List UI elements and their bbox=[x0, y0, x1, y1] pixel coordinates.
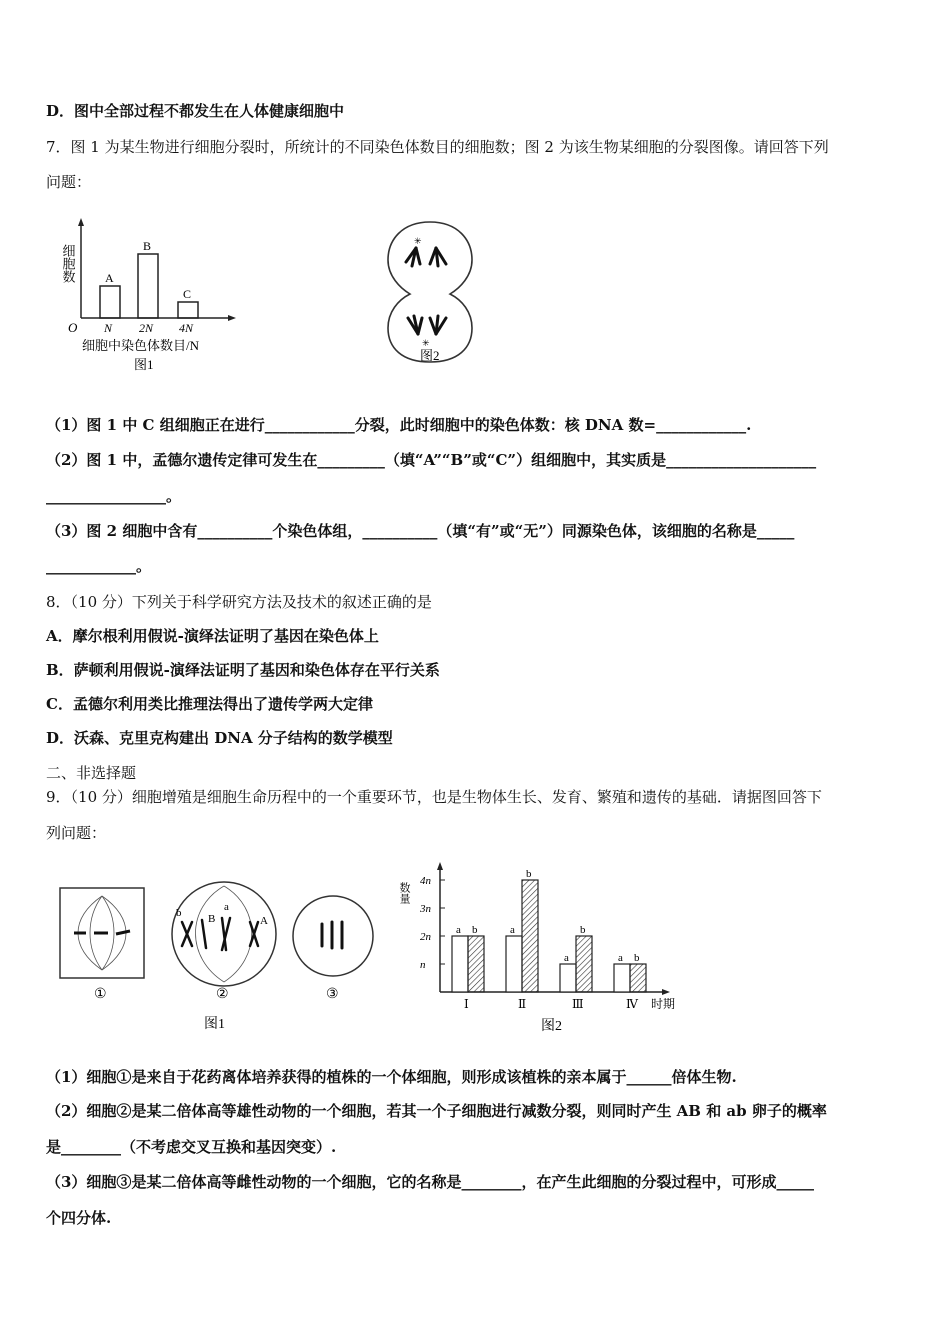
q9-bar-a-label-3: a bbox=[564, 952, 569, 964]
fig1-bar-label-C: C bbox=[183, 287, 192, 301]
option-d-previous: D．图中全部过程不都发生在人体健康细胞中 bbox=[46, 102, 345, 120]
question-7-part-3-cont: ____________。 bbox=[46, 557, 152, 575]
fig1-tick-4N: 4N bbox=[179, 321, 194, 335]
q9-chart-x-arrow bbox=[662, 989, 670, 995]
q9-fig2-chart bbox=[396, 860, 696, 1040]
fig2-bottom-chromosomes bbox=[408, 316, 446, 334]
question-8-option-d: D．沃森、克里克构建出 DNA 分子结构的数学模型 bbox=[46, 729, 393, 747]
question-9-part-3: （3）细胞③是某二倍体高等雌性动物的一个细胞，它的名称是________，在产生此细胞的分裂过程中，可形成_____ bbox=[46, 1173, 814, 1191]
cell-2-chromosomes bbox=[182, 918, 258, 950]
q9-period-1: Ⅰ bbox=[464, 997, 469, 1011]
question-8-stem: 8．（10 分）下列关于科学研究方法及技术的叙述正确的是 bbox=[46, 593, 432, 611]
gene-label-a: a bbox=[224, 901, 229, 913]
question-7-part-2: （2）图 1 中，孟德尔遗传定律可发生在_________（填“A”“B”或“C”）组细胞中，其实质是____________________ bbox=[46, 451, 817, 469]
fig2-centriole-top: ✳ bbox=[414, 236, 422, 246]
question-9-part-2: （2）细胞②是某二倍体高等雄性动物的一个细胞，若其一个子细胞进行减数分裂，则同时产生 AB 和 ab 卵子的概率 bbox=[46, 1102, 827, 1120]
q9-bar-a-3 bbox=[560, 964, 576, 992]
fig1-bar-chart bbox=[54, 214, 244, 384]
fig1-bar-A bbox=[100, 286, 120, 318]
fig2-cell-diagram bbox=[380, 214, 480, 374]
question-9-part-1: （1）细胞①是来自于花药离体培养获得的植株的一个体细胞，则形成该植株的亲本属于______倍体生物. bbox=[46, 1068, 737, 1086]
q9-chart-xlabel: 时期 bbox=[651, 997, 676, 1011]
cell-1-label: ① bbox=[94, 987, 107, 1002]
fig1-bar-C bbox=[178, 302, 198, 318]
q9-bar-b-label-2: b bbox=[526, 868, 532, 880]
q9-bar-a-4 bbox=[614, 964, 630, 992]
fig1-bar-label-B: B bbox=[143, 239, 152, 253]
q9-fig2-caption: 图2 bbox=[541, 1019, 562, 1034]
fig2-caption: 图2 bbox=[420, 348, 440, 363]
question-9-stem: 9．（10 分）细胞增殖是细胞生命历程中的一个重要环节，也是生物体生长、发育、繁殖和遗传的基础．请据图回答下 bbox=[46, 788, 822, 806]
q9-bar-a-1 bbox=[452, 936, 468, 992]
question-7-part-2-cont: ________________。 bbox=[46, 487, 182, 505]
gene-label-b: b bbox=[176, 907, 182, 919]
fig1-origin: O bbox=[68, 320, 78, 335]
fig1-bar-B bbox=[138, 254, 158, 318]
question-7-stem-cont: 问题： bbox=[46, 173, 92, 191]
fig1-bar-label-A: A bbox=[105, 271, 114, 285]
q9-bar-b-label-1: b bbox=[472, 924, 478, 936]
q9-bar-b-label-4: b bbox=[634, 952, 640, 964]
gene-label-A: A bbox=[260, 915, 268, 927]
question-9-stem-cont: 列问题： bbox=[46, 824, 107, 842]
question-8-option-b: B．萨顿利用假说-演绎法证明了基因和染色体存在平行关系 bbox=[46, 661, 440, 679]
q9-fig1-caption: 图1 bbox=[204, 1017, 225, 1032]
q9-bar-b-4 bbox=[630, 964, 646, 992]
q9-bar-a-2 bbox=[506, 936, 522, 992]
question-8-option-c: C．孟德尔利用类比推理法得出了遗传学两大定律 bbox=[46, 695, 373, 713]
fig2-centriole-bottom: ✳ bbox=[422, 338, 430, 348]
q9-ytick-label-3: 3n bbox=[420, 903, 431, 915]
q9-period-4: Ⅳ bbox=[626, 997, 638, 1011]
cell-2-label: ② bbox=[216, 987, 229, 1002]
section-2-heading: 二、非选择题 bbox=[46, 764, 137, 782]
gene-label-B: B bbox=[208, 913, 216, 925]
q9-bar-a-label-1: a bbox=[456, 924, 461, 936]
fig1-tick-N: N bbox=[104, 321, 113, 335]
cell-1-chromosomes bbox=[74, 931, 130, 934]
question-7-stem: 7．图 1 为某生物进行细胞分裂时，所统计的不同染色体数目的细胞数；图 2 为该生物某细胞的分裂图像。请回答下列 bbox=[46, 138, 829, 156]
q9-bar-a-label-4: a bbox=[618, 952, 623, 964]
cell-3-chromosomes bbox=[322, 922, 342, 948]
question-9-part-2-cont: 是________（不考虑交叉互换和基因突变）. bbox=[46, 1138, 337, 1156]
fig2-cell-outline bbox=[388, 222, 472, 362]
fig1-tick-2N: 2N bbox=[139, 321, 154, 335]
q9-fig1-cells bbox=[56, 878, 386, 1038]
question-7-part-3: （3）图 2 细胞中含有__________个染色体组，__________（填“有”或“无”）同源染色体，该细胞的名称是_____ bbox=[46, 522, 795, 540]
question-7-part-1: （1）图 1 中 C 组细胞正在进行____________分裂，此时细胞中的染色体数：核 DNA 数=____________. bbox=[46, 416, 752, 434]
fig1-ylabel: 细胞数 bbox=[60, 244, 76, 283]
fig1-y-arrow bbox=[78, 218, 84, 226]
fig1-caption: 图1 bbox=[134, 357, 154, 372]
q9-period-2: Ⅱ bbox=[518, 997, 527, 1011]
q9-bar-a-label-2: a bbox=[510, 924, 515, 936]
fig2-top-chromosomes bbox=[406, 248, 446, 266]
q9-bar-b-1 bbox=[468, 936, 484, 992]
q9-bar-b-label-3: b bbox=[580, 924, 586, 936]
question-8-option-a: A．摩尔根利用假说-演绎法证明了基因在染色体上 bbox=[46, 627, 379, 645]
fig1-x-arrow bbox=[228, 315, 236, 321]
q9-period-3: Ⅲ bbox=[572, 997, 584, 1011]
q9-ytick-label-2: 2n bbox=[420, 931, 431, 943]
fig1-xlabel: 细胞中染色体数目/N bbox=[82, 338, 200, 353]
q9-chart-y-arrow bbox=[437, 862, 443, 870]
q9-ytick-label-4: 4n bbox=[420, 875, 431, 887]
cell-3-label: ③ bbox=[326, 987, 339, 1002]
q9-bar-b-2 bbox=[522, 880, 538, 992]
q9-ytick-label-1: n bbox=[420, 959, 426, 971]
q9-chart-ylabel: 数量 bbox=[398, 882, 410, 904]
question-9-part-3-cont: 个四分体. bbox=[46, 1209, 112, 1227]
q9-bar-b-3 bbox=[576, 936, 592, 992]
